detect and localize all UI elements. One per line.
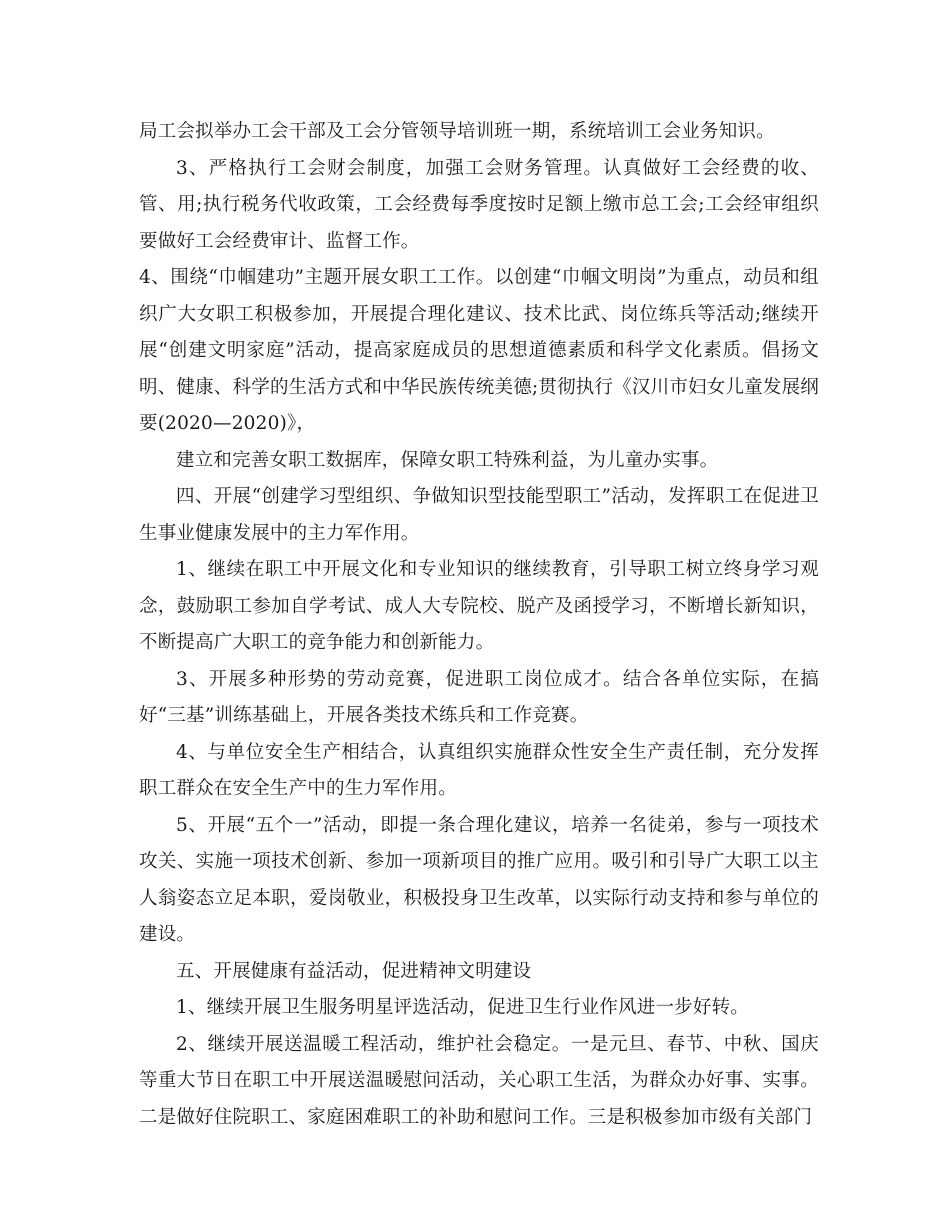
paragraph-2: 3、严格执行工会财会制度，加强工会财务管理。认真做好工会经费的收、管、用;执行税务代收政策，工会经费每季度按时足额上缴市总工会;工会经审组织要做好工会经费审计、监督工作。: [139, 157, 819, 252]
paragraph-11: 1、继续开展卫生服务明星评选活动，促进卫生行业作风进一步好转。: [176, 997, 749, 1018]
paragraph-3: 4、围绕“巾帼建功”主题开展女职工工作。以创建“巾帼文明岗”为重点，动员和组织广大女职工积极参加，开展提合理化建议、技术比武、岗位练兵等活动;继续开展“创建文明家庭”活动，提高家庭成员的思想道德素质和科学文化素质。倡扬文明、健康、科学的生活方式和中华民族传统美德;贯彻执行《汉川市妇女儿童发展纲要(2020—2020)》，: [139, 267, 819, 434]
paragraph-5: 四、开展“创建学习型组织、争做知识型技能型职工”活动，发挥职工在促进卫生事业健康发展中的主力军作用。: [139, 486, 819, 544]
paragraph-9: 5、开展“五个一”活动，即提一条合理化建议，培养一名徒弟，参与一项技术攻关、实施一项技术创新、参加一项新项目的推广应用。吸引和引导广大职工以主人翁姿态立足本职，爱岗敬业，积极投身卫生改革，以实际行动支持和参与单位的建设。: [139, 814, 819, 945]
paragraph-4: 建立和完善女职工数据库，保障女职工特殊利益，为儿童办实事。: [176, 449, 719, 471]
paragraph-10: 五、开展健康有益活动，促进精神文明建设: [176, 960, 532, 982]
paragraph-12: 2、继续开展送温暖工程活动，维护社会稳定。一是元旦、春节、中秋、国庆等重大节日在职工中开展送温暖慰问活动，关心职工生活，为群众办好事、实事。二是做好住院职工、家庭困难职工的补助和慰问工作。三是积极参加市级有关部门: [139, 1033, 819, 1128]
paragraph-1: 局工会拟举办工会干部及工会分管领导培训班一期，系统培训工会业务知识。: [139, 121, 775, 142]
paragraph-8: 4、与单位安全生产相结合，认真组织实施群众性安全生产责任制，充分发挥职工群众在安全生产中的生力军作用。: [139, 741, 819, 799]
paragraph-7: 3、开展多种形势的劳动竞赛，促进职工岗位成才。结合各单位实际，在搞好“三基”训练基础上，开展各类技术练兵和工作竞赛。: [139, 668, 819, 726]
paragraph-6: 1、继续在职工中开展文化和专业知识的继续教育，引导职工树立终身学习观念，鼓励职工参加自学考试、成人大专院校、脱产及函授学习，不断增长新知识，不断提高广大职工的竞争能力和创新能力。: [139, 559, 819, 653]
document-body: [139, 114, 819, 1136]
